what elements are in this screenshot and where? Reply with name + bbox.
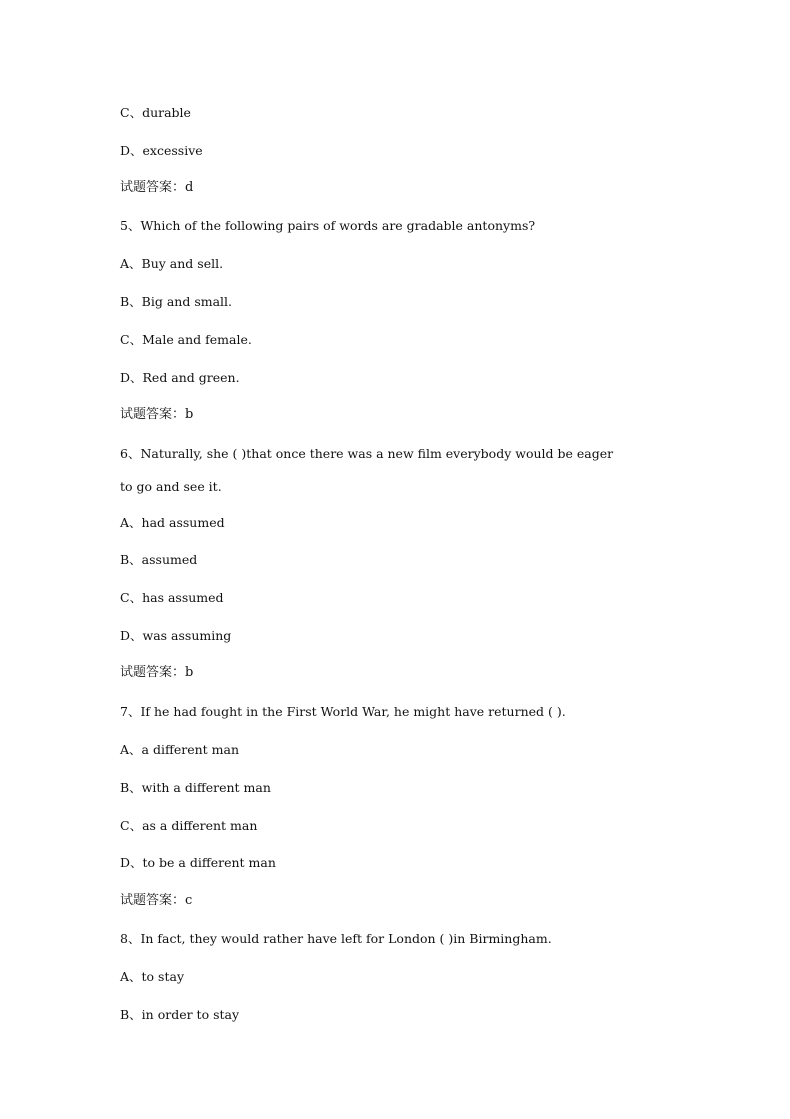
option-line: A、a different man [120, 742, 240, 757]
answer-line: 试题答案：b [120, 665, 194, 680]
option-line: D、Red and green. [120, 370, 240, 385]
option-line: B、assumed [120, 552, 198, 567]
answer-line: 试题答案：b [120, 407, 194, 422]
option-line: D、excessive [120, 143, 203, 158]
option-line: C、as a different man [120, 818, 258, 833]
option-line: B、with a different man [120, 780, 271, 795]
option-line: B、in order to stay [120, 1007, 240, 1022]
option-line: A、to stay [120, 969, 185, 984]
question-line: 7、If he had fought in the First World War, he might have returned ( ). [120, 704, 566, 719]
option-line: A、had assumed [120, 515, 225, 530]
option-line: D、to be a different man [120, 855, 276, 870]
option-line: C、durable [120, 105, 191, 120]
question-line: 8、In fact, they would rather have left for London ( )in Birmingham. [120, 931, 552, 946]
option-line: C、has assumed [120, 590, 224, 605]
answer-line: 试题答案：d [120, 180, 194, 195]
option-line: A、Buy and sell. [120, 256, 224, 271]
answer-line: 试题答案：c [120, 893, 193, 908]
option-line: D、was assuming [120, 628, 232, 643]
question-line: 5、Which of the following pairs of words are gradable antonyms? [120, 218, 536, 233]
option-line: C、Male and female. [120, 332, 252, 347]
question-line: 6、Naturally, she ( )that once there was a new film everybody would be eager [120, 446, 614, 461]
question-continuation-line: to go and see it. [120, 479, 222, 494]
option-line: B、Big and small. [120, 294, 233, 309]
